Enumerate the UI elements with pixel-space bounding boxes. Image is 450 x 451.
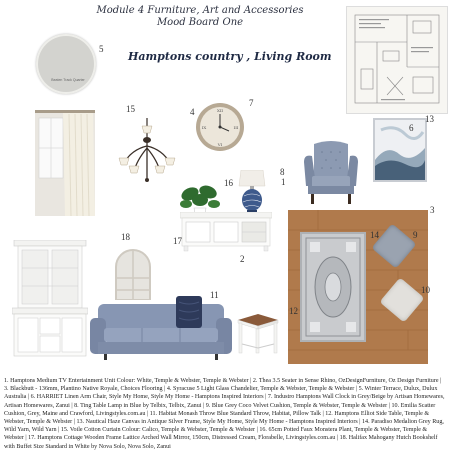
item-number-16: 16: [224, 178, 233, 188]
item-number-7: 7: [249, 98, 254, 108]
svg-text:VI: VI: [217, 142, 223, 147]
tv-unit-image: [180, 212, 272, 252]
svg-text:XII: XII: [216, 108, 224, 113]
item-number-5: 5: [99, 44, 104, 54]
item-number-1: 1: [281, 177, 286, 187]
item-number-2: 2: [240, 254, 245, 264]
wall-clock-image: [195, 102, 245, 152]
board-title: [70, 5, 330, 29]
item-number-11: 11: [210, 290, 219, 300]
item-number-15: 15: [126, 104, 135, 114]
item-number-10: 10: [421, 285, 430, 295]
svg-text:IX: IX: [201, 125, 207, 130]
item-number-9: 9: [413, 230, 418, 240]
throw-blanket-image: [176, 296, 202, 328]
table-lamp-image: [238, 170, 266, 214]
product-list-caption: 1. Hamptons Medium TV Entertainment Unit Colour: White, Temple & Webster, Temple & Webster | 2. Thea 3.5 Seater in Sense Rhino, OzDesignFurniture, Oz Design Furniture | 3. Blackbutt - 136mm, Plantino Native Royale, Choices Flooring | 4. Syracuse 5 Light Glass Chandelier, Temple & Webster, Temple & Webster | 5. Winter Terrace, Dulux, Dulux Australia | 6. HARRIET Linen Arm Chair, Style My Home, Style My Home - Hamptons Inspired Interiors | 7. Industro Hamptons Wall Clock in Grey/Beige by Artisan Homewares, Artisan Homewares, Zanui | 8. Ting Table Lamp in Blue by Telbix, Telbix, Zanui | 9. Blue Grey Coco Velvet Cushion, Temple & Webster, Temple & Webster | 10. Emilia Scatter Cushion, Grey, Maine and Crawford, Livingstyles.com.au | 11. Habitat Monash Throw Blue Standard Throw, Habitat, Pillow Talk | 12. Hamptons Elliot Side Table, Temple & Webster, Temple & Webster | 13. Nautical Haze Canvas in Antique Silver Frame, Style My Home, Style My Home - Hamptons Inspired Interiors | 14. Paradiso Medalion Grey Rug, Wild Yarn, Wild Yarn | 15. Voile Cotton Curtain Colour: Calico, Temple & Webster, Temple & Webster | 16. 65cm Potted Faux Monstera Plant, Temple & Webster, Temple & Webster | 17. Hamptons Cottage Wooden Frame Lattice Arched Wall Mirror, 150cm, Distressed Cream, Florabelle, Livingstyles.com.au | 18. Halifax Mahogany Hutch Bookshelf with Buffet Size Standard in White by Nova Solo, Nova Solo, Zanui: [4, 378, 445, 450]
item-number-18: 18: [121, 232, 130, 242]
svg-text:III: III: [233, 125, 239, 130]
item-number-4: 4: [190, 107, 195, 117]
curtain-image: [35, 108, 95, 216]
item-number-13: 13: [425, 114, 434, 124]
floor-plan-image: [346, 6, 448, 114]
side-table-image: [236, 314, 280, 354]
board-title-line2: Mood Board One: [156, 17, 244, 28]
chandelier-image: [118, 118, 176, 190]
item-number-12: 12: [289, 306, 298, 316]
arm-chair-image: [302, 140, 360, 206]
item-number-8: 8: [280, 167, 285, 177]
paint-swatch: [36, 34, 96, 94]
board-title-line1: Module 4 Furniture, Art and Accessories: [96, 5, 304, 16]
item-number-17: 17: [173, 236, 182, 246]
item-number-6: 6: [409, 123, 414, 133]
medallion-rug-image: [300, 232, 366, 342]
paint-swatch-label: Beaten Track Quarter: [51, 78, 85, 82]
board-subtitle: Hamptons country , Living Room: [128, 50, 332, 63]
sofa-image: [90, 298, 232, 362]
arched-mirror-image: [114, 248, 152, 300]
item-number-14: 14: [370, 230, 379, 240]
canvas-artwork-image: [373, 118, 427, 182]
hutch-bookshelf-image: [12, 240, 88, 360]
item-number-3: 3: [430, 205, 435, 215]
